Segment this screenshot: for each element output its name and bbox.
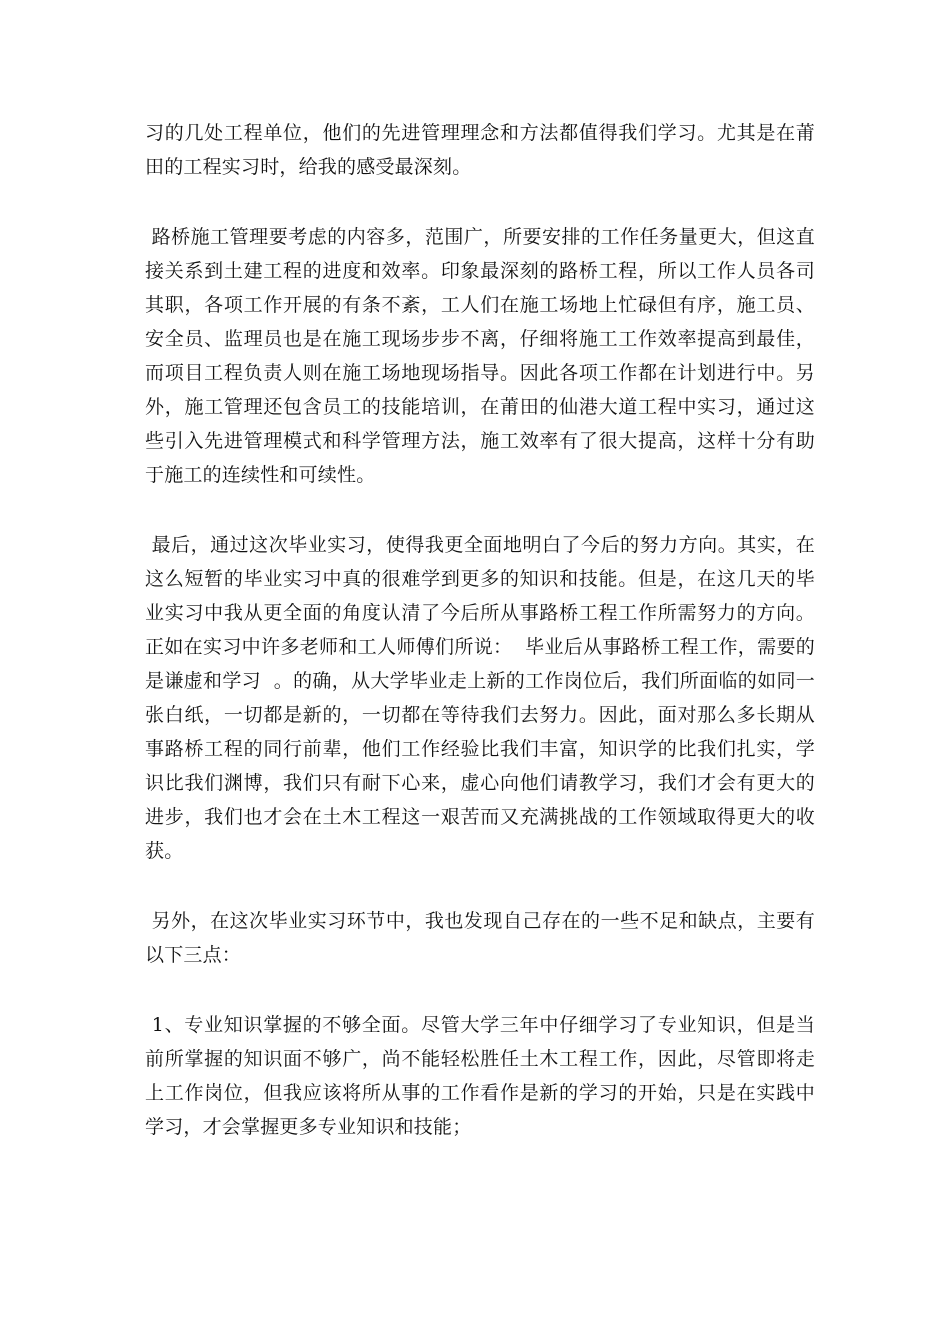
- paragraph-3: 最后，通过这次毕业实习，使得我更全面地明白了今后的努力方向。其实，在这么短暂的毕业实习中真的很难学到更多的知识和技能。但是，在这几天的毕业实习中我从更全面的角度认清了今后所从事路桥工程工作所需努力的方向。正如在实习中许多老师和工人师傅们所说： 毕业后从事路桥工程工作，需要的是谦虚和学习 。的确，从大学毕业走上新的工作岗位后，我们所面临的如同一张白纸，一切都是新的，一切都在等待我们去努力。因此，面对那么多长期从事路桥工程的同行前辈，他们工作经验比我们丰富，知识学的比我们扎实，学识比我们渊博，我们只有耐下心来，虚心向他们请教学习，我们才会有更大的进步，我们也才会在土木工程这一艰苦而又充满挑战的工作领域取得更大的收获。: [145, 534, 815, 862]
- paragraph-4: 另外，在这次毕业实习环节中，我也发现自己存在的一些不足和缺点，主要有以下三点：: [145, 910, 815, 966]
- paragraph-5: 1、专业知识掌握的不够全面。尽管大学三年中仔细学习了专业知识，但是当前所掌握的知识面不够广，尚不能轻松胜任土木工程工作，因此，尽管即将走上工作岗位，但我应该将所从事的工作看作是新的学习的开始，只是在实践中学习，才会掌握更多专业知识和技能；: [145, 1014, 815, 1138]
- paragraph-2: 路桥施工管理要考虑的内容多，范围广，所要安排的工作任务量更大，但这直接关系到土建工程的进度和效率。印象最深刻的路桥工程，所以工作人员各司其职，各项工作开展的有条不紊，工人们在施工场地上忙碌但有序，施工员、安全员、监理员也是在施工现场步步不离，仔细将施工工作效率提高到最佳，而项目工程负责人则在施工场地现场指导。因此各项工作都在计划进行中。另外，施工管理还包含员工的技能培训，在莆田的仙港大道工程中实习，通过这些引入先进管理模式和科学管理方法，施工效率有了很大提高，这样十分有助于施工的连续性和可续性。: [145, 226, 815, 486]
- paragraph-1: 习的几处工程单位，他们的先进管理理念和方法都值得我们学习。尤其是在莆田的工程实习时，给我的感受最深刻。: [145, 122, 815, 178]
- document-body: [145, 116, 815, 1144]
